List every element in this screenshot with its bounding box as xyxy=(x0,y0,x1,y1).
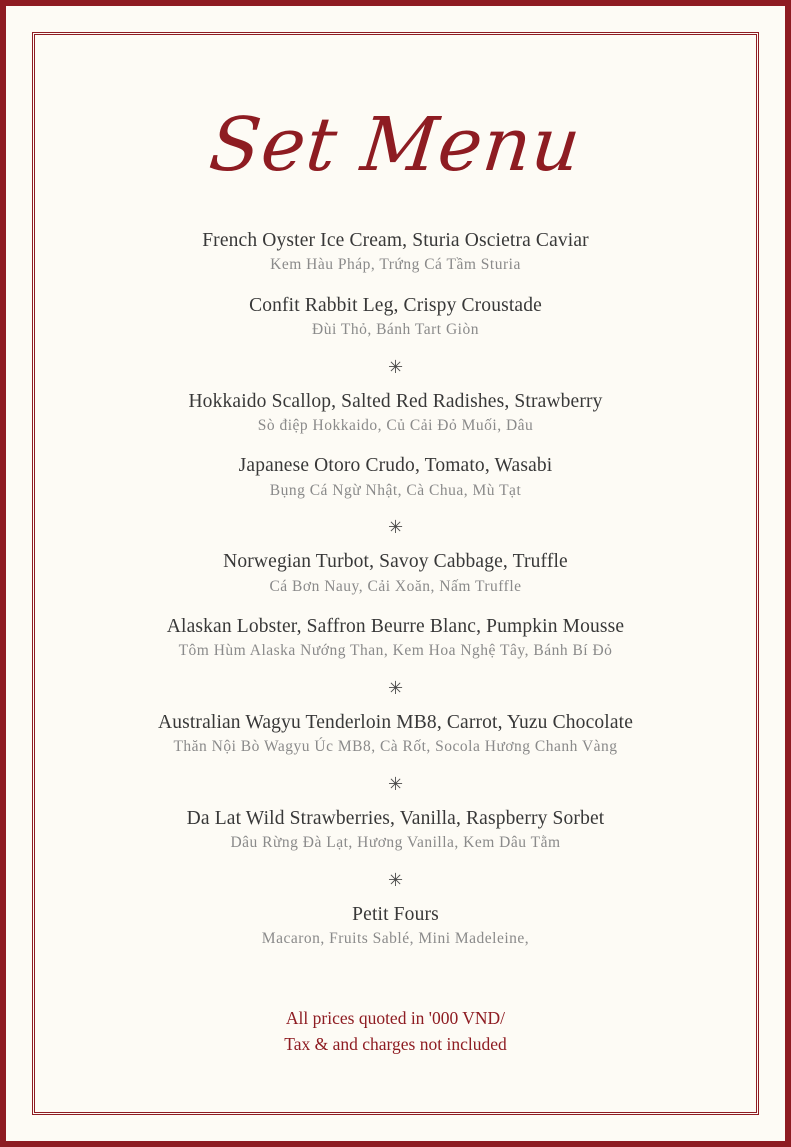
menu-item xyxy=(46,293,745,342)
menu-item-name-en: Petit Fours xyxy=(352,903,439,925)
asterisk-separator-icon: ✳ xyxy=(387,356,404,377)
menu-item-name-en: Norwegian Turbot, Savoy Cabbage, Truffle xyxy=(223,551,568,573)
price-disclaimer xyxy=(284,1006,506,1057)
menu-item xyxy=(46,902,745,951)
menu-item-name-en: French Oyster Ice Cream, Sturia Oscietra Caviar xyxy=(202,230,589,251)
menu-item xyxy=(46,453,745,502)
asterisk-separator-icon: ✳ xyxy=(387,869,404,890)
menu-item xyxy=(46,389,745,438)
menu-item-name-vi: Tôm Hùm Alaska Nướng Than, Kem Hoa Nghệ Tây, Bánh Bí Đỏ xyxy=(178,642,613,660)
asterisk-separator-icon: ✳ xyxy=(387,677,404,698)
menu-item-name-en: Alaskan Lobster, Saffron Beurre Blanc, Pumpkin Mousse xyxy=(166,616,625,638)
menu-item-name-en: Japanese Otoro Crudo, Tomato, Wasabi xyxy=(238,455,553,477)
asterisk-separator-icon: ✳ xyxy=(387,517,404,538)
menu-item xyxy=(46,806,745,855)
menu-item-name-vi: Dâu Rừng Đà Lạt, Hương Vanilla, Kem Dâu Tằm xyxy=(230,834,561,852)
menu-item-name-vi: Bụng Cá Ngừ Nhật, Cà Chua, Mù Tạt xyxy=(269,481,522,499)
price-disclaimer-line-2: Tax & and charges not included xyxy=(284,1033,507,1054)
course-list xyxy=(46,228,745,966)
menu-item-name-vi: Kem Hàu Pháp, Trứng Cá Tầm Sturia xyxy=(270,256,521,274)
menu-item-name-vi: Sò điệp Hokkaido, Củ Cải Đỏ Muối, Dâu xyxy=(257,416,534,434)
menu-item-name-en: Confit Rabbit Leg, Crispy Croustade xyxy=(249,294,542,316)
menu-item-name-en: Australian Wagyu Tenderloin MB8, Carrot, Yuzu Chocolate xyxy=(157,711,634,733)
menu-item-name-vi: Macaron, Fruits Sablé, Mini Madeleine, xyxy=(261,929,530,947)
price-disclaimer-line-1: All prices quoted in '000 VND/ xyxy=(285,1008,506,1029)
menu-item-name-en: Hokkaido Scallop, Salted Red Radishes, Strawberry xyxy=(188,390,603,412)
menu-item xyxy=(46,614,745,663)
menu-item-name-vi: Cá Bơn Nauy, Cải Xoăn, Nấm Truffle xyxy=(269,577,522,595)
asterisk-separator-icon: ✳ xyxy=(387,773,404,794)
menu-item-name-vi: Đùi Thỏ, Bánh Tart Giòn xyxy=(312,321,479,339)
menu-content xyxy=(46,46,745,1101)
menu-item-name-vi: Thăn Nội Bò Wagyu Úc MB8, Cà Rốt, Socola Hương Chanh Vàng xyxy=(173,738,618,756)
menu-item-name-en: Da Lat Wild Strawberries, Vanilla, Raspberry Sorbet xyxy=(186,807,605,829)
page-title: Set Menu xyxy=(205,102,586,188)
menu-item xyxy=(46,228,745,277)
menu-item xyxy=(46,549,745,598)
menu-item xyxy=(46,710,745,759)
